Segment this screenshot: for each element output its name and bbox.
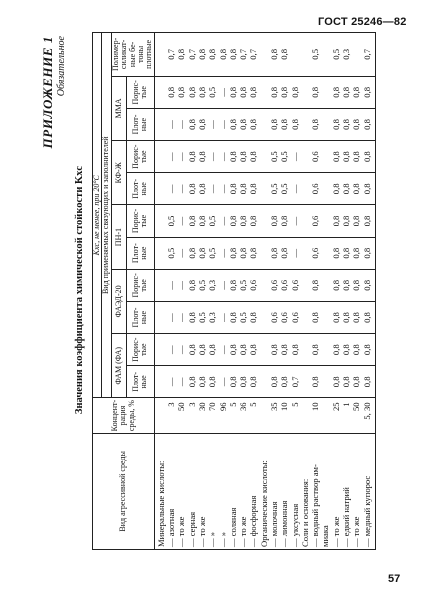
faed-dense-column	[154, 301, 375, 333]
table-cell: 0,8	[196, 344, 207, 356]
table-cell: 5	[248, 402, 259, 407]
medium-name: — соляная	[227, 507, 238, 547]
table-cell: 0,7	[238, 49, 249, 60]
table-cell: 10	[279, 402, 290, 412]
table-cell: 0,8	[176, 86, 187, 98]
medium-name: Минеральные кислоты:	[155, 460, 166, 547]
table-cell: 50	[176, 402, 187, 412]
col-header-binders: Вид применяемых связующих и заполнителей	[102, 33, 111, 398]
medium-name: — лимонная	[279, 500, 290, 547]
table-cell: 0,8	[248, 247, 259, 259]
table-cell: 0,6	[310, 247, 321, 259]
concentration-column	[154, 398, 375, 433]
table-cell: 0,8	[351, 312, 362, 323]
chemical-resistance-table	[92, 32, 376, 550]
col-header-porous: Порис- тые	[126, 76, 154, 108]
col-header-fam: ФАМ (ФА)	[111, 334, 126, 398]
col-header-concentration: Концент- рация среды, %	[93, 398, 155, 433]
table-cell: 0,8	[341, 312, 352, 323]
table-cell: —	[207, 152, 218, 161]
table-cell: —	[166, 184, 177, 194]
table-cell: 0,8	[196, 183, 207, 195]
page-number: 57	[388, 573, 401, 585]
table-cell: 0,6	[279, 279, 290, 291]
table-cell: 0,8	[310, 344, 321, 356]
table-cell: 0,6	[269, 312, 279, 323]
table-cell: 0,5	[279, 183, 290, 195]
col-header-dense: Плот- ные	[126, 108, 154, 140]
table-cell: 0,7	[361, 49, 372, 60]
table-cell: 0,5	[207, 247, 218, 259]
polymer-column	[154, 33, 375, 77]
table-cell: 35	[269, 402, 279, 412]
table-cell: 0,8	[248, 86, 259, 98]
table-cell: 0,8	[341, 376, 352, 388]
table-cell: 0,8	[227, 215, 238, 227]
table-cell: 0,8	[269, 119, 279, 130]
table-cell: —	[217, 281, 228, 290]
table-cell: 0,6	[310, 183, 321, 195]
table-cell: 0,8	[341, 344, 352, 356]
table-cell: —	[217, 120, 228, 129]
table-cell: 0,8	[330, 215, 341, 227]
table-cell: 0,6	[279, 312, 290, 323]
table-cell: 0,8	[196, 86, 207, 98]
table-cell: —	[289, 216, 300, 226]
table-cell: —	[217, 345, 228, 354]
fam-dense-column	[154, 366, 375, 398]
mma-dense-column	[154, 108, 375, 140]
pn-dense-column	[154, 237, 375, 269]
table-cell: 0,5	[207, 215, 218, 227]
table-cell: 0,8	[341, 279, 352, 291]
table-cell: 0,8	[248, 119, 259, 130]
table-cell: 0,8	[341, 86, 352, 98]
table-cell: 0,8	[196, 215, 207, 227]
table-cell: 0,8	[279, 119, 290, 130]
table-cell: 0,8	[217, 49, 228, 60]
table-cell: 0,6	[269, 279, 279, 291]
col-header-faed: ФАЭД-20	[111, 269, 126, 333]
col-header-medium: Вид агрессивной среды	[93, 433, 155, 549]
table-cell: 0,8	[248, 344, 259, 356]
table-cell: 0,8	[248, 215, 259, 227]
col-header-dense: Плот- ные	[126, 301, 154, 333]
table-cell: —	[217, 184, 228, 194]
table-cell: 0,3	[207, 279, 218, 291]
appendix-subtitle: Обязательное	[56, 36, 67, 97]
table-cell: —	[176, 216, 187, 226]
table-cell: —	[166, 281, 177, 290]
table-cell: 0,8	[279, 376, 290, 388]
table-cell: 0,8	[310, 119, 321, 130]
mma-porous-column	[154, 76, 375, 108]
table-cell: 0,8	[310, 86, 321, 98]
table-cell: —	[166, 152, 177, 161]
table-cell: 3	[186, 402, 197, 407]
table-cell: 0,8	[196, 49, 207, 60]
table-cell: —	[217, 152, 228, 161]
pn-porous-column	[154, 205, 375, 237]
table-cell: —	[176, 345, 187, 354]
table-cell: 0,8	[186, 151, 197, 163]
table-cell: 0,6	[289, 312, 300, 323]
table-cell: 50	[351, 402, 362, 412]
table-cell: 0,8	[269, 376, 279, 388]
medium-name: — водный раствор ам-	[310, 464, 321, 547]
table-cell: 0,8	[351, 279, 362, 291]
table-cell: 0,8	[330, 183, 341, 195]
col-header-dense: Плот- ные	[126, 237, 154, 269]
table-cell: 0,8	[269, 247, 279, 259]
table-cell: 0,8	[351, 247, 362, 259]
table-cell: —	[176, 152, 187, 161]
table-cell: —	[207, 184, 218, 194]
medium-name: — »	[207, 531, 218, 547]
table-cell: 0,8	[310, 312, 321, 323]
table-cell: 0,6	[248, 279, 259, 291]
table-cell: 0,6	[310, 151, 321, 163]
col-header-porous: Порис- тые	[126, 334, 154, 366]
table-cell: 0,8	[238, 215, 249, 227]
table-cell: 0,8	[186, 279, 197, 291]
medium-name: — »	[217, 531, 228, 547]
table-cell: 0,8	[207, 344, 218, 356]
table-cell: 0,8	[361, 312, 372, 323]
medium-name: — фосфорная	[248, 495, 259, 547]
table-cell: —	[217, 248, 228, 258]
table-cell: 0,8	[310, 376, 321, 388]
table-cell: 0,8	[351, 183, 362, 195]
table-cell: 0,8	[227, 376, 238, 388]
table-cell: —	[217, 313, 228, 322]
table-cell: 0,8	[227, 119, 238, 130]
table-cell: 0,8	[269, 49, 279, 60]
table-cell: 0,8	[361, 86, 372, 98]
table-cell: 0,8	[248, 312, 259, 323]
table-cell: 0,8	[196, 376, 207, 388]
table-cell: 0,8	[186, 215, 197, 227]
table-cell: 0,8	[196, 119, 207, 130]
table-cell: 0,6	[310, 215, 321, 227]
table-cell: 0,8	[227, 344, 238, 356]
table-cell: 0,5	[196, 312, 207, 323]
kf-dense-column	[154, 173, 375, 205]
medium-name: — то же	[330, 516, 341, 547]
table-cell: 25	[330, 402, 341, 412]
table-cell: 0,8	[186, 183, 197, 195]
table-cell: 0,8	[279, 86, 290, 98]
table-cell: 0,8	[227, 183, 238, 195]
table-cell: 0,8	[330, 86, 341, 98]
col-header-dense: Плот- ные	[126, 173, 154, 205]
col-header-dense: Плот- ные	[126, 366, 154, 398]
rotated-document	[40, 30, 427, 550]
table-cell: 70	[207, 402, 218, 412]
table-cell: 36	[238, 402, 249, 412]
col-header-porous: Порис- тые	[126, 205, 154, 237]
table-cell: 0,8	[269, 215, 279, 227]
table-cell: —	[217, 377, 228, 387]
table-cell: 0,8	[227, 312, 238, 323]
table-cell: 0,8	[361, 247, 372, 259]
table-cell: 0,8	[248, 183, 259, 195]
table-cell: —	[217, 216, 228, 226]
table-cell: 0,8	[238, 344, 249, 356]
table-cell: 0,5	[269, 151, 279, 163]
table-cell: —	[217, 88, 228, 97]
appendix-block	[40, 36, 67, 148]
table-cell: 0,8	[330, 279, 341, 291]
table-cell: 5	[289, 402, 300, 407]
medium-name: миака	[320, 525, 331, 547]
table-cell: 0,5	[238, 279, 249, 291]
table-cell: 0,8	[227, 86, 238, 98]
faed-porous-column	[154, 269, 375, 301]
table-cell: 0,5	[238, 312, 249, 323]
table-cell: 0,7	[166, 49, 177, 60]
table-cell: 0,5	[310, 49, 321, 60]
table-cell: 0,8	[351, 151, 362, 163]
table-cell: 0,8	[207, 49, 218, 60]
table-cell: 0,8	[289, 86, 300, 98]
table-cell: —	[289, 248, 300, 258]
table-body-row	[154, 33, 375, 550]
table-cell: 96	[217, 402, 228, 412]
medium-name: — едкий натрий	[341, 487, 352, 547]
medium-column	[154, 433, 375, 549]
table-cell: 0,8	[176, 49, 187, 60]
table-cell: 0,5	[269, 183, 279, 195]
table-cell: 0,8	[279, 49, 290, 60]
table-cell: 0,5	[196, 279, 207, 291]
table-cell: 0,8	[227, 151, 238, 163]
col-header-kf: КФ-Ж	[111, 141, 126, 205]
table-cell: —	[166, 313, 177, 322]
table-cell: 0,5	[279, 151, 290, 163]
medium-name: — уксусная	[289, 503, 300, 547]
table-cell: 0,8	[361, 119, 372, 130]
table-cell: 0,8	[330, 247, 341, 259]
table-cell: 0,8	[238, 151, 249, 163]
table-cell: 0,8	[351, 119, 362, 130]
table-cell: 0,8	[330, 151, 341, 163]
table-cell: 0,8	[196, 151, 207, 163]
table-cell: 0,8	[238, 376, 249, 388]
table-cell: 0,8	[279, 344, 290, 356]
table-cell: 0,5	[166, 215, 177, 227]
table-cell: 0,3	[341, 49, 352, 60]
table-cell: 0,8	[207, 376, 218, 388]
table-cell: 0,5	[330, 49, 341, 60]
table-cell: 0,8	[361, 215, 372, 227]
col-header-kxc: Kxc, не менее, при 20°С	[93, 33, 102, 398]
table-cell: 0,8	[351, 344, 362, 356]
table-cell: —	[176, 120, 187, 129]
table-cell: 0,8	[238, 86, 249, 98]
table-cell: —	[176, 377, 187, 387]
table-cell: 30	[196, 402, 207, 412]
table-cell: 0,5	[166, 247, 177, 259]
table-cell: 0,8	[341, 151, 352, 163]
table-cell	[291, 34, 301, 75]
table-cell: 0,8	[166, 86, 177, 98]
medium-name: Соли и основания:	[299, 478, 310, 547]
table-cell: —	[289, 152, 300, 161]
table-cell: 0,8	[186, 86, 197, 98]
col-header-porous: Порис- тые	[126, 269, 154, 301]
fam-porous-column	[154, 334, 375, 366]
table-cell: 0,8	[238, 119, 249, 130]
col-header-polymer: Полимер- силикат- ные бе- тоны плотные	[111, 33, 154, 77]
table-cell: 0,8	[227, 279, 238, 291]
table-cell: 0,8	[196, 247, 207, 259]
table-cell: 0,8	[269, 344, 279, 356]
table-cell: 0,8	[341, 247, 352, 259]
table-cell: 0,8	[330, 119, 341, 130]
col-header-pn: ПН-1	[111, 205, 126, 269]
table-cell: 0,8	[361, 279, 372, 291]
table-cell: 0,8	[186, 247, 197, 259]
medium-name: — то же	[176, 516, 187, 547]
table-cell: —	[166, 377, 177, 387]
appendix-title: ПРИЛОЖЕНИЕ 1	[40, 36, 55, 149]
table-cell: —	[289, 184, 300, 194]
table-cell: —	[166, 345, 177, 354]
table-cell: 0,8	[248, 151, 259, 163]
table-cell: 0,8	[330, 344, 341, 356]
kf-porous-column	[154, 141, 375, 173]
table-cell: 0,7	[186, 49, 197, 60]
medium-name: — серная	[186, 511, 197, 547]
medium-name: — азотная	[166, 508, 177, 547]
table-cell: —	[176, 248, 187, 258]
table-caption: Значения коэффициента химической стойкости Kxc	[74, 165, 85, 415]
table-cell: 0,8	[341, 119, 352, 130]
table-cell: 0,8	[330, 312, 341, 323]
table-cell: —	[166, 120, 177, 129]
table-cell: 0,6	[289, 279, 300, 291]
table-cell: 3	[166, 402, 177, 407]
table-cell: 1	[341, 402, 352, 407]
table-cell: 0,8	[186, 376, 197, 388]
table-cell: 5, 30	[361, 402, 372, 420]
table-cell: 0,8	[227, 247, 238, 259]
medium-name: — молочная	[269, 501, 279, 547]
table-cell: 0,8	[351, 376, 362, 388]
table-cell: 0,8	[351, 215, 362, 227]
table-cell: 0,8	[310, 279, 321, 291]
table-cell: 0,8	[361, 344, 372, 356]
table-cell: 0,8	[227, 49, 238, 60]
table-cell: 5	[227, 402, 238, 407]
table-cell: 0,8	[289, 119, 300, 130]
table-cell: 0,8	[279, 247, 290, 259]
table-cell: 0,8	[361, 151, 372, 163]
table-cell: —	[176, 184, 187, 194]
medium-name: — то же	[351, 516, 362, 547]
col-header-mma: ММА	[111, 76, 126, 140]
table-cell: 0,8	[238, 247, 249, 259]
table-cell: 0,8	[186, 119, 197, 130]
table-cell: 0,8	[279, 215, 290, 227]
table-cell: 0,3	[207, 312, 218, 323]
table-cell: 0,8	[361, 183, 372, 195]
table-cell: —	[176, 281, 187, 290]
table-cell: 0,8	[269, 86, 279, 98]
table-cell: 0,8	[330, 376, 341, 388]
table-cell: —	[207, 120, 218, 129]
table-cell: —	[176, 313, 187, 322]
medium-name: Органические кислоты:	[258, 460, 269, 547]
table-cell: 0,8	[186, 312, 197, 323]
table-cell: 0,7	[289, 376, 300, 388]
medium-name: — то же	[196, 516, 207, 547]
medium-name: — медный купорос	[361, 475, 372, 547]
standard-number: ГОСТ 25246—82	[318, 16, 407, 28]
col-header-porous: Порис- тые	[126, 141, 154, 173]
table-cell	[157, 402, 167, 431]
table-cell: 0,8	[341, 183, 352, 195]
table-cell: 0,5	[207, 86, 218, 98]
table-cell: 0,8	[248, 376, 259, 388]
table-cell: 0,8	[361, 376, 372, 388]
table-cell: 0,7	[248, 49, 259, 60]
table-cell: 0,8	[341, 215, 352, 227]
table-cell: 0,8	[186, 344, 197, 356]
medium-name: — то же	[238, 516, 249, 547]
table-cell: 0,8	[351, 86, 362, 98]
table-cell: 0,8	[238, 183, 249, 195]
table-cell: 10	[310, 402, 321, 412]
table-cell: 0,8	[289, 344, 300, 356]
